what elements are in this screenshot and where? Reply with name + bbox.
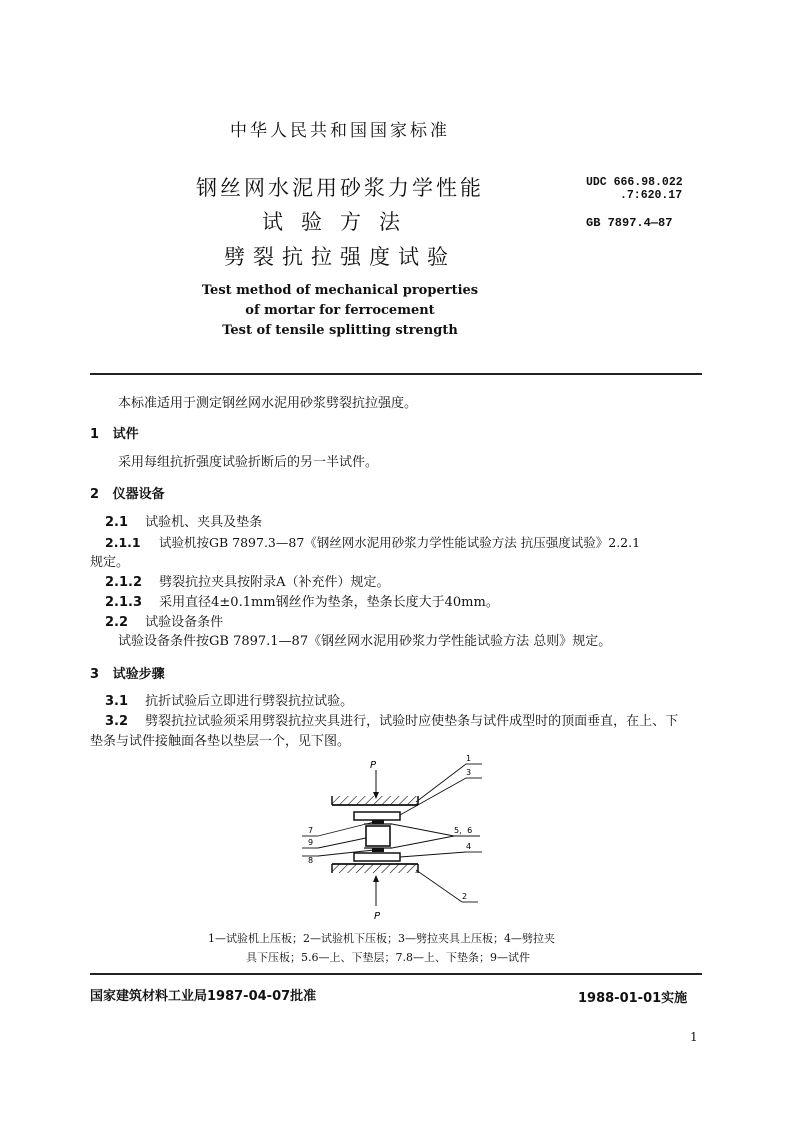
leader-5 [392,824,454,836]
leader-9 [318,838,366,848]
clause-number: 2.1 [105,515,129,530]
section-number: 3 [90,667,100,682]
section-number: 1 [90,427,100,442]
clause-text: 采用直径4±0.1mm钢丝作为垫条，垫条长度大于40mm。 [159,595,499,610]
clause-text: 抗折试验后立即进行劈裂抗拉试验。 [145,694,354,709]
section-title: 试件 [112,427,139,442]
clause-number: 2.1.2 [105,575,143,590]
specimen [366,826,390,846]
machine-lower-platen-hatch [332,864,418,873]
figure-caption-line1: 1—试验机上压板；2—试验机下压板；3—劈拉夹具上压板；4—劈拉夹 [208,932,555,945]
clause-text: 试验机按GB 7897.3—87《钢丝网水泥用砂浆力学性能试验方法 抗压强度试验》2.2.1 [158,535,641,550]
doc-title-line2: 试验方法 [262,210,418,234]
leader-6 [392,836,454,848]
fixture-upper-plate [354,812,400,820]
label-2: 2 [462,892,468,901]
clause-3-1 [105,694,353,710]
clause-text: 劈裂抗拉夹具按附录A（补充件）规定。 [159,575,390,590]
leader-1 [416,764,466,802]
clause-2-1-1 [105,535,640,551]
label-4: 4 [466,842,472,851]
figure-caption-line2: 具下压板；5.6—上、下垫层；7.8—上、下垫条；9—试件 [246,951,530,964]
intro-paragraph: 本标准适用于测定钢丝网水泥用砂浆劈裂抗拉强度。 [118,396,418,411]
clause-text: 试验机、夹具及垫条 [145,515,263,530]
label-3: 3 [466,768,472,777]
clause-text: 试验设备条件 [145,615,224,630]
machine-upper-platen-hatch [332,796,418,805]
clause-text: 劈裂抗拉试验须采用劈裂抗拉夹具进行，试验时应使垫条与试件成型时的顶面垂直，在上、下 [145,714,679,729]
leader-4 [400,852,466,857]
udc-code [586,176,683,202]
clause-3-2 [105,714,678,730]
clause-number: 3.2 [105,714,129,729]
english-title-line2: of mortar for ferrocement [245,303,435,318]
english-title-line3: Test of tensile splitting strength [222,323,458,338]
page-number: 1 [690,1030,698,1044]
section-title: 试验步骤 [112,667,165,682]
english-title-line1: Test method of mechanical properties [201,283,479,298]
standard-org-title: 中华人民共和国国家标准 [230,121,450,141]
clause-number: 2.1.1 [105,535,141,550]
fixture-lower-plate [354,853,400,861]
load-label-top: P [370,760,377,771]
clause-2-1-1-cont: 规定。 [90,555,130,570]
clause-number: 2.1.3 [105,595,143,610]
section-1-heading [90,427,139,443]
clause-number: 3.1 [105,694,129,709]
label-8: 8 [308,856,314,865]
footer-divider [90,973,702,975]
clause-2-2 [105,615,223,631]
udc-line2: .7:620.17 [620,189,683,202]
clause-number: 2.2 [105,615,129,630]
splitting-test-diagram [290,752,510,924]
header-divider [90,373,702,375]
doc-title-line1: 钢丝网水泥用砂浆力学性能 [196,176,484,200]
clause-2-1 [105,515,262,531]
doc-title-line3: 劈裂抗拉强度试验 [224,245,456,269]
leader-2 [416,870,462,902]
label-56: 5，6 [454,826,473,835]
label-7: 7 [308,826,314,835]
effective-date: 1988-01-01实施 [578,991,688,1006]
load-label-bottom: P [374,911,381,922]
section-1-text: 采用每组抗折强度试验折断后的另一半试件。 [118,455,379,470]
load-arrowhead-bottom [373,875,379,882]
clause-2-1-2 [105,575,390,591]
clause-2-1-3 [105,595,499,611]
section-2-heading [90,487,165,503]
section-title: 仪器设备 [112,487,165,502]
approval-date: 国家建筑材料工业局1987-04-07批准 [90,989,317,1004]
clause-2-2-cont: 试验设备条件按GB 7897.1—87《钢丝网水泥用砂浆力学性能试验方法 总则》规定。 [118,634,612,649]
gb-code: GB 7897.4—87 [586,216,673,230]
label-1: 1 [466,754,472,763]
clause-3-2-cont: 垫条与试件接触面各垫以垫层一个，见下图。 [90,734,351,749]
section-3-heading [90,667,165,683]
udc-line1: UDC 666.98.022 [586,176,683,189]
section-number: 2 [90,487,100,502]
label-9: 9 [308,838,314,847]
